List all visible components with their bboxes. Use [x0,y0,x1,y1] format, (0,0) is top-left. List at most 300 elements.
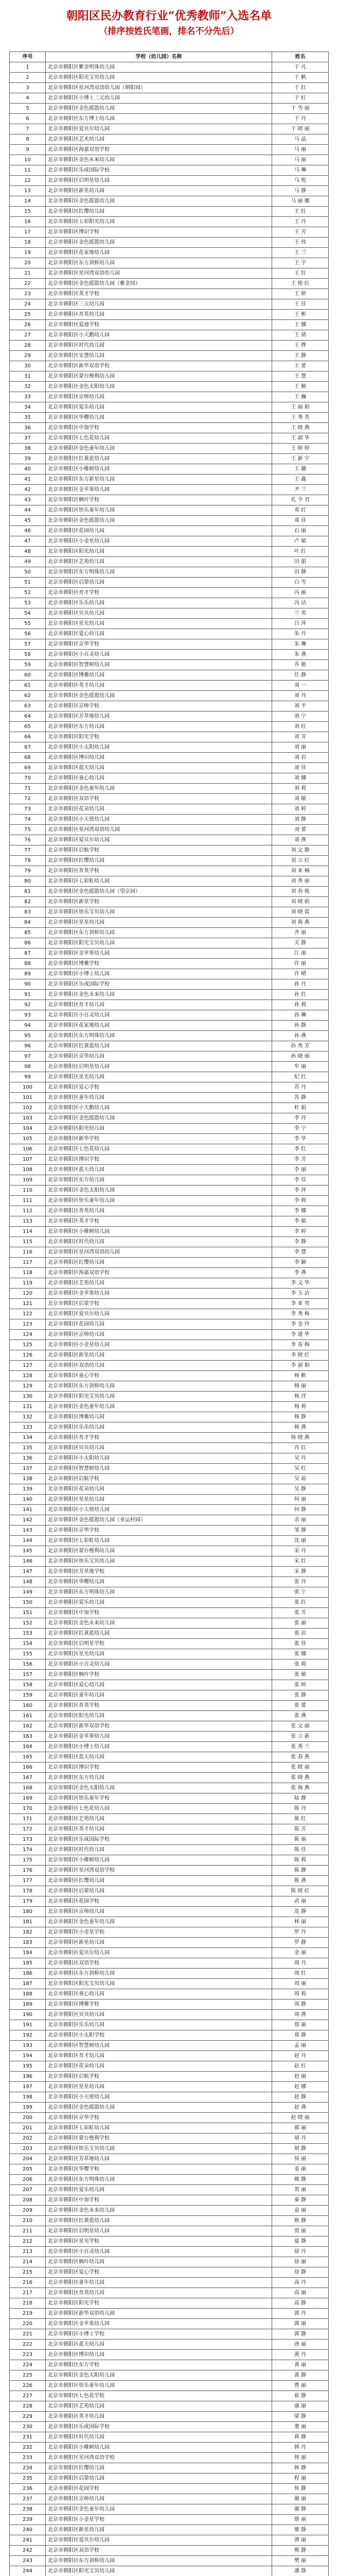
table-body [10,62,329,2576]
table-row [10,2041,329,2051]
school-name-cell: 北京市朝阳区海嘉双语学校 [46,1268,272,1278]
school-name-cell: 北京市朝阳区新星幼儿园 [46,1350,272,1361]
row-number-cell: 211 [10,2226,46,2236]
table-row [10,2319,329,2329]
school-name-cell: 北京市朝阳区花园幼儿园 [46,526,272,536]
teacher-name-cell: 李 亚 男 [272,1299,329,1309]
teacher-name-cell: 孟 丽 [272,2041,329,2051]
school-name-cell: 北京市朝阳区金色摇篮幼儿园 [46,196,272,207]
teacher-name-cell: 于 红 [272,83,329,93]
table-row [10,1319,329,1330]
school-name-cell: 北京市朝阳区金色摇篮幼儿园（望京园） [46,887,272,897]
row-number-cell: 155 [10,1649,46,1659]
row-number-cell: 8 [10,134,46,145]
school-name-cell: 北京市朝阳区红黄蓝幼儿园 [46,454,272,464]
row-number-cell: 98 [10,1062,46,1072]
school-name-cell: 北京市朝阳区小金星学校 [46,1927,272,1938]
teacher-name-cell: 张 燕 [272,1711,329,1721]
school-name-cell: 北京市朝阳区京华幼儿园 [46,1052,272,1062]
row-number-cell: 24 [10,299,46,310]
row-number-cell: 80 [10,876,46,887]
table-row [10,2133,329,2144]
school-name-cell: 北京市朝阳区金色摇篮幼儿园 [46,104,272,114]
row-number-cell: 133 [10,1422,46,1433]
table-row [10,1227,329,1237]
teacher-name-cell: 郭 丽 [272,2319,329,2329]
teacher-name-cell: 刘 一 [272,681,329,691]
row-number-cell: 212 [10,2236,46,2247]
row-number-cell: 43 [10,495,46,505]
teacher-name-cell: 李 静 [272,1237,329,1247]
teacher-name-cell: 李 红 [272,1144,329,1155]
table-row [10,104,329,114]
school-name-cell: 北京市朝阳区启航学校 [46,845,272,856]
teacher-name-cell: 李 淑 娟 [272,1361,329,1371]
row-number-cell: 154 [10,1639,46,1649]
teacher-name-cell: 刘 蕾 [272,825,329,835]
teacher-name-cell: 马 晶 [272,134,329,145]
table-row [10,289,329,299]
school-name-cell: 北京市朝阳区东方幼儿园 [46,1773,272,1783]
school-name-cell: 北京市朝阳区乐成国际学校 [46,1835,272,1845]
teacher-name-cell: 曹 丽 [272,2381,329,2391]
teacher-name-cell: 金 丽 [272,1948,329,1958]
teacher-name-cell: 王 蕾 [272,361,329,371]
teacher-name-cell: 王 丹 [272,217,329,227]
teacher-name-cell: 刘 文 静 [272,845,329,856]
teacher-name-cell: 韩 静 [272,2463,329,2473]
school-name-cell: 北京市朝阳区海嘉双语学校 [46,145,272,155]
school-name-cell: 北京市朝阳区时代幼儿园 [46,1845,272,1855]
teacher-name-cell: 吕 萍 [272,619,329,629]
teacher-name-cell: 朱 燕 [272,650,329,660]
teacher-name-cell: 刘 婷 [272,804,329,815]
teacher-name-cell: 贺 丽 [272,2185,329,2195]
row-number-cell: 59 [10,660,46,670]
school-name-cell: 北京市朝阳区阳光宝贝幼儿园 [46,73,272,83]
row-number-cell: 76 [10,835,46,845]
school-name-cell: 北京市朝阳区红黄蓝幼儿园 [46,1629,272,1639]
teacher-name-cell: 李 婷 [272,1227,329,1237]
table-row [10,371,329,382]
school-name-cell: 北京市朝阳区双语幼儿园 [46,1361,272,1371]
teacher-name-cell: 周 丹 [272,1958,329,1969]
row-number-cell: 190 [10,2010,46,2020]
school-name-cell: 北京市朝阳区金色摇篮幼儿园（亚运村园） [46,1515,272,1526]
row-number-cell: 35 [10,413,46,423]
teacher-name-cell: 李 芳 [272,1155,329,1165]
teacher-name-cell: 李 莉 [272,1196,329,1206]
table-row [10,845,329,856]
teacher-name-cell: 张 莉 [272,1659,329,1670]
school-name-cell: 北京市朝阳区快乐童年幼儿园 [46,2381,272,2391]
row-number-cell: 210 [10,2216,46,2226]
row-number-cell: 97 [10,1052,46,1062]
teacher-name-cell: 陈 佳 [272,1845,329,1855]
table-row [10,2103,329,2113]
teacher-name-cell: 孙 丹 [272,979,329,990]
school-name-cell: 北京市朝阳区小天鹅幼儿园 [46,1103,272,1113]
row-number-cell: 172 [10,1824,46,1835]
row-number-cell: 66 [10,732,46,742]
row-number-cell: 120 [10,1289,46,1299]
row-number-cell: 156 [10,1659,46,1670]
teacher-name-cell: 郝 丽 [272,2123,329,2133]
row-number-cell: 243 [10,2556,46,2566]
school-name-cell: 北京市朝阳区蓝天幼儿园 [46,763,272,773]
school-name-cell: 北京市朝阳区启航学校 [46,1474,272,1484]
row-number-cell: 47 [10,536,46,547]
teacher-name-cell: 郑 静 [272,2030,329,2041]
table-row [10,1752,329,1762]
row-number-cell: 227 [10,2391,46,2401]
teacher-name-cell: 高 丽 [272,2288,329,2298]
school-name-cell: 北京市朝阳区东方幼儿园 [46,1175,272,1185]
table-row [10,1618,329,1629]
row-number-cell: 107 [10,1155,46,1165]
teacher-name-cell: 谢 丽 [272,2494,329,2504]
row-number-cell: 99 [10,1072,46,1082]
row-number-cell: 170 [10,1804,46,1814]
school-name-cell: 北京市朝阳区快乐宝贝幼儿园 [46,2144,272,2154]
table-row [10,2350,329,2360]
teacher-name-cell: 周 燕 [272,2010,329,2020]
row-number-cell: 231 [10,2432,46,2443]
row-number-cell: 63 [10,701,46,711]
school-name-cell: 北京市朝阳区枫叶学校 [46,1670,272,1680]
table-row [10,670,329,681]
school-name-cell: 北京市朝阳区新星幼儿园 [46,2525,272,2535]
teacher-name-cell: 王 秀 英 [272,413,329,423]
teacher-name-cell: 马 静 [272,186,329,196]
table-row [10,2206,329,2216]
school-name-cell: 北京市朝阳区启蒙幼儿园 [46,578,272,588]
row-number-cell: 206 [10,2175,46,2185]
row-number-cell: 202 [10,2133,46,2144]
row-number-cell: 57 [10,639,46,650]
table-row [10,2082,329,2092]
school-name-cell: 北京市朝阳区七色花幼儿园 [46,433,272,444]
school-name-cell: 北京市朝阳区爱心幼儿园 [46,1680,272,1690]
table-row [10,1258,329,1268]
school-name-cell: 北京市朝阳区金色童年幼儿园 [46,1917,272,1927]
school-name-cell: 北京市朝阳区华樱幼儿园 [46,1577,272,1587]
table-row [10,1587,329,1598]
table-row [10,876,329,887]
table-row [10,2051,329,2061]
table-row [10,1052,329,1062]
row-number-cell: 219 [10,2309,46,2319]
row-number-cell: 173 [10,1835,46,1845]
table-row [10,2556,329,2566]
table-row [10,1907,329,1917]
table-row [10,2370,329,2381]
teacher-name-cell: 马 丽 娜 [272,196,329,207]
teacher-name-cell: 张 文 丽 [272,1721,329,1732]
row-number-cell: 102 [10,1103,46,1113]
teacher-name-cell: 谢 静 [272,2504,329,2515]
teacher-name-cell: 周 丽 [272,1979,329,1989]
row-number-cell: 182 [10,1927,46,1938]
row-number-cell: 187 [10,1979,46,1989]
row-number-cell: 94 [10,1021,46,1031]
school-name-cell: 北京市朝阳区金色太阳幼儿园 [46,1783,272,1793]
row-number-cell: 4 [10,93,46,104]
table-row [10,1484,329,1495]
row-number-cell: 55 [10,619,46,629]
teacher-name-cell: 田 静 [272,567,329,578]
row-number-cell: 28 [10,341,46,351]
row-number-cell: 244 [10,2566,46,2576]
school-name-cell: 北京市朝阳区金色太阳幼儿园 [46,382,272,392]
row-number-cell: 58 [10,650,46,660]
row-number-cell: 230 [10,2422,46,2432]
row-number-cell: 161 [10,1711,46,1721]
table-row [10,1093,329,1103]
row-number-cell: 108 [10,1165,46,1175]
school-name-cell: 北京市朝阳区蓝天幼儿园 [46,2340,272,2350]
row-number-cell: 189 [10,1999,46,2010]
table-row [10,1381,329,1392]
teacher-name-cell: 王 璐 [272,464,329,474]
table-row [10,1762,329,1773]
school-name-cell: 北京市朝阳区育才幼儿园 [46,1000,272,1010]
teacher-name-cell: 罗 丹 [272,1927,329,1938]
row-number-cell: 50 [10,567,46,578]
table-row [10,990,329,1000]
row-number-cell: 5 [10,104,46,114]
table-row [10,1835,329,1845]
teacher-name-cell: 赵 丹 [272,2051,329,2061]
table-row [10,1072,329,1082]
school-name-cell: 北京市朝阳区京师幼儿园 [46,392,272,402]
teacher-name-cell: 张 立 新 [272,1732,329,1742]
school-name-cell: 北京市朝阳区星光幼儿园 [46,619,272,629]
school-name-cell: 北京市朝阳区金色摇篮幼儿园 [46,2103,272,2113]
row-number-cell: 82 [10,897,46,907]
table-row [10,1855,329,1866]
row-number-cell: 90 [10,979,46,990]
table-row [10,1340,329,1350]
table-row [10,711,329,722]
teacher-name-cell: 李 敏 [272,1216,329,1227]
school-name-cell: 北京市朝阳区红缨幼儿园 [46,856,272,866]
row-number-cell: 194 [10,2051,46,2061]
teacher-name-cell: 郑 丽 [272,2020,329,2030]
school-name-cell: 北京市朝阳区阳光宝贝幼儿园 [46,938,272,948]
table-row [10,1824,329,1835]
row-number-cell: 196 [10,2072,46,2082]
teacher-name-cell: 马 丽 [272,155,329,165]
school-name-cell: 北京市朝阳区小太阳学校 [46,2030,272,2041]
teacher-name-cell: 王 丽 娟 [272,402,329,413]
table-row [10,2247,329,2257]
row-number-cell: 181 [10,1917,46,1927]
row-number-cell: 228 [10,2401,46,2412]
row-number-cell: 115 [10,1237,46,1247]
table-row [10,938,329,948]
school-name-cell: 北京市朝阳区新星幼儿园 [46,1938,272,1948]
table-row [10,1268,329,1278]
row-number-cell: 123 [10,1319,46,1330]
school-name-cell: 北京市朝阳区童年幼儿园 [46,1093,272,1103]
school-name-cell: 北京市朝阳区快乐童年学校 [46,1793,272,1804]
school-name-cell: 北京市朝阳区金苹果幼儿园 [46,948,272,959]
row-number-cell: 236 [10,2484,46,2494]
school-name-cell: 北京市朝阳区乐成国际学校 [46,2422,272,2432]
teacher-name-cell: 刘 春 艳 [272,887,329,897]
teacher-name-cell: 陆 静 [272,1793,329,1804]
row-number-cell: 20 [10,258,46,268]
school-name-cell: 北京市朝阳区星星幼儿园 [46,1495,272,1505]
school-name-cell: 北京市朝阳区芳草地幼儿园 [46,2154,272,2164]
table-row [10,2092,329,2103]
row-number-cell: 145 [10,1546,46,1556]
teacher-name-cell: 李 慧 [272,1247,329,1258]
row-number-cell: 220 [10,2319,46,2329]
row-number-cell: 2 [10,73,46,83]
teacher-name-cell: 王 妍 [272,289,329,299]
table-row [10,1629,329,1639]
teacher-name-cell: 吴 琼 [272,1474,329,1484]
table-row [10,2154,329,2164]
table-row [10,423,329,433]
row-number-cell: 171 [10,1814,46,1824]
row-number-cell: 83 [10,907,46,918]
school-name-cell: 北京市朝阳区童心幼儿园 [46,1989,272,1999]
row-number-cell: 125 [10,1340,46,1350]
table-row [10,1247,329,1258]
table-row [10,1886,329,1896]
teacher-name-cell: 王 伟 [272,238,329,248]
school-name-cell: 北京市朝阳区华樱幼儿园 [46,413,272,423]
school-name-cell: 北京市朝阳区爱迪学校 [46,320,272,330]
row-number-cell: 128 [10,1371,46,1381]
school-name-cell: 北京市朝阳区童心学校 [46,1371,272,1381]
row-number-cell: 151 [10,1608,46,1618]
school-name-cell: 北京市朝阳区星河湾双语幼儿园 [46,268,272,279]
table-row [10,2432,329,2443]
school-name-cell: 北京市朝阳区阳光宝贝幼儿园 [46,1392,272,1402]
school-name-cell: 北京市朝阳区启蒙幼儿园 [46,1886,272,1896]
row-number-cell: 112 [10,1206,46,1216]
teacher-name-cell: 朱 琳 [272,639,329,650]
school-name-cell: 北京市朝阳区乐乐幼儿园 [46,598,272,608]
table-row [10,2504,329,2515]
table-row [10,1948,329,1958]
table-row [10,2443,329,2453]
row-number-cell: 126 [10,1350,46,1361]
row-number-cell: 225 [10,2370,46,2381]
table-row [10,505,329,516]
teacher-name-cell: 孙 红 [272,990,329,1000]
table-row [10,1701,329,1711]
teacher-name-cell: 苏 静 [272,1093,329,1103]
school-name-cell: 北京市朝阳区东方剑桥幼儿园 [46,258,272,268]
school-name-cell: 北京市朝阳区金苹果幼儿园 [46,2319,272,2329]
teacher-name-cell: 潘 静 [272,2566,329,2576]
school-name-cell: 北京市朝阳区启航学校 [46,2072,272,2082]
teacher-name-cell: 苏 丹 [272,1082,329,1093]
school-name-cell: 北京市朝阳区新华双语学校 [46,1721,272,1732]
teacher-name-cell: 王 兰 [272,248,329,258]
teacher-name-cell: 李 娜 [272,1206,329,1216]
teacher-name-cell: 宋 丹 [272,1546,329,1556]
school-name-cell: 北京市朝阳区育英幼儿园 [46,310,272,320]
school-name-cell: 北京市朝阳区英才幼儿园 [46,1824,272,1835]
teacher-name-cell: 尹 兰 [272,485,329,495]
table-row [10,588,329,598]
table-row [10,1917,329,1927]
table-row [10,742,329,753]
teacher-name-cell: 陈 丽 [272,1835,329,1845]
teacher-name-cell: 李 丽 [272,1165,329,1175]
teacher-name-cell: 杨 丽 [272,1381,329,1392]
teacher-name-cell: 韩 丽 [272,2453,329,2463]
row-number-cell: 237 [10,2494,46,2504]
school-name-cell: 北京市朝阳区博雅学校 [46,1999,272,2010]
school-name-cell: 北京市朝阳区京师幼儿园 [46,2494,272,2504]
row-number-cell: 104 [10,1124,46,1134]
school-name-cell: 北京市朝阳区英才学校 [46,289,272,299]
row-number-cell: 207 [10,2185,46,2195]
row-number-cell: 221 [10,2329,46,2340]
teacher-name-cell: 陈 芳 [272,1824,329,1835]
row-number-cell: 153 [10,1629,46,1639]
school-name-cell: 北京市朝阳区育英幼儿园 [46,1206,272,1216]
row-number-cell: 146 [10,1556,46,1567]
table-row [10,279,329,289]
title-block [9,0,329,52]
table-row [10,248,329,258]
school-name-cell: 北京市朝阳区七色花学校 [46,2391,272,2401]
teacher-name-cell: 白 雪 [272,578,329,588]
teacher-name-cell: 余 丽 [272,1515,329,1526]
table-row [10,1793,329,1804]
teacher-name-cell: 齐 丽 [272,928,329,938]
teacher-name-cell: 田 甜 [272,557,329,567]
table-row [10,1742,329,1752]
school-name-cell: 北京市朝阳区金色童年幼儿园 [46,1402,272,1412]
row-number-cell: 67 [10,742,46,753]
row-number-cell: 44 [10,505,46,516]
school-name-cell: 北京市朝阳区时代幼儿园 [46,341,272,351]
teacher-name-cell: 董 丽 [272,2422,329,2432]
teacher-name-cell: 赵 红 [272,2061,329,2072]
table-row [10,2391,329,2401]
row-number-cell: 208 [10,2195,46,2206]
school-name-cell: 北京市朝阳区七色花幼儿园 [46,1144,272,1155]
school-name-cell: 北京市朝阳区红黄蓝幼儿园 [46,2216,272,2226]
teacher-name-cell: 焦 静 [272,2484,329,2494]
table-row [10,907,329,918]
school-name-cell: 北京市朝阳区贝贝幼儿园 [46,1443,272,1453]
school-name-cell: 北京市朝阳区花园学校 [46,1896,272,1907]
row-number-cell: 176 [10,1866,46,1876]
table-row [10,2484,329,2494]
teacher-name-cell: 陈 燕 [272,1876,329,1886]
row-number-cell: 88 [10,959,46,969]
school-name-cell: 北京市朝阳区京华学校 [46,2113,272,2123]
row-number-cell: 164 [10,1742,46,1752]
table-row [10,134,329,145]
table-row [10,2309,329,2319]
school-name-cell: 北京市朝阳区星光学校 [46,2236,272,2247]
table-row [10,547,329,557]
table-row [10,392,329,402]
row-number-cell: 224 [10,2360,46,2370]
table-row [10,1732,329,1742]
